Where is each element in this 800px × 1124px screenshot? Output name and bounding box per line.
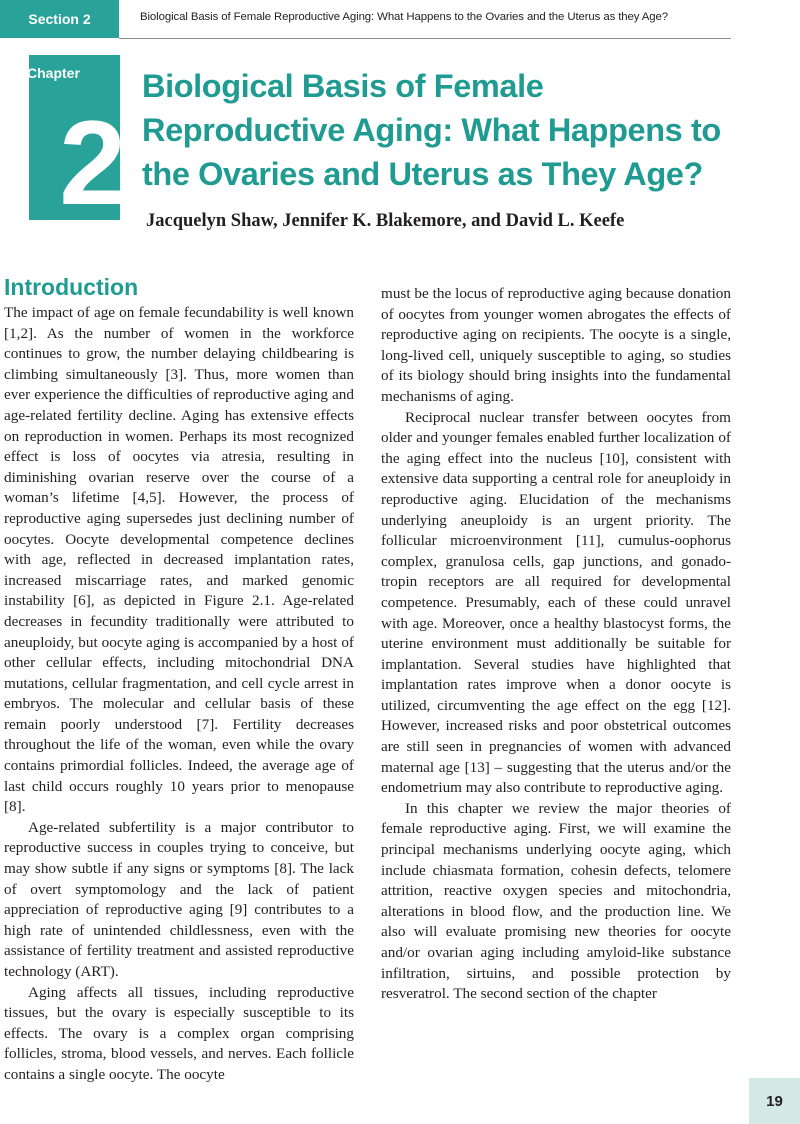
section-tab	[0, 0, 119, 38]
paragraph: In this chapter we review the major theories of female reproductive aging. First, we will examine the principal mechanisms underlying oocyte aging, which include chiasmata formation, cohesin defects, telomere attrition, reactive oxygen species and mitochondria, alterations in blood flow, and the production line. We also will evaluate promising new theories for oocyte and/or ovarian aging including amyloid-like substance infiltration, sirtuins, and possible protection by resveratrol. The second section of the chapter	[381, 799, 731, 1003]
paragraph: The impact of age on female fecundability is well known [1,2]. As the number of women in the workforce continues to grow, the number delaying childbearing is climbing simultaneously [3]. Thus, more women than ever experience the difficulties of reproductive aging and age-related fertility decline. Aging has extensive effects on reproduction in women. Perhaps its most recognized effect is loss of oocytes via atresia, resulting in diminishing ovarian reserve over the course of a woman’s lifetime [4,5]. However, the process of reproductive aging supersedes just declining number of oocytes. Oocyte developmental competence declines with age, reflected in decreased implantation rates, increased miscarriage rates, and marked genomic instability [6], as depicted in Figure 2.1. Age-related decreases in fecundity traditionally were attributed to aneuploidy, but oocyte aging is accompanied by a host of other cellular effects, including mitochondrial DNA mutations, cellular fragmentation, and cell cycle arrest in embryos. The molecular and cellular basis of these remain poorly understood [7]. Fertility decreases throughout the life of the woman, even while the ovary contains primordial follicles. Indeed, the average age of last child occurs roughly 10 years prior to menopause [8].	[4, 304, 354, 816]
paragraph: Reciprocal nuclear transfer between oocytes from older and younger females enabled further localization of the aging effect into the nucleus [10], consistent with extensive data supporting a central role for aneuploidy in reproductive aging. Elucidation of the mechanisms underlying aneuploidy is an urgent priority. The follicular microenvironment [11], cumulus-oophorus complex, granulosa cells, gap junctions, and gonadotropin receptors are all required for developmental competence. Presumably, each of these could unravel with age. Moreover, once a healthy blastocyst forms, the uterine environment must additionally be suitable for implantation. Several studies have highlighted that implantation rates improve when a donor oocyte is utilized, circumventing the age effect on the egg [12]. However, increased risks and poor obstetrical outcomes are still seen in pregnancies of women with advanced maternal age [13] – suggesting that the uterus and/or the endometrium may also contribute to reproductive aging.	[381, 408, 731, 797]
right-column	[381, 284, 731, 1005]
header-rule	[119, 38, 731, 39]
section-heading-introduction: Introduction	[4, 274, 139, 300]
paragraph: Aging affects all tissues, including reproductive tissues, but the ovary is especially susceptible to its effects. The ovary is a complex organ comprising follicles, stroma, blood vessels, and nerves. Each follicle contains a single oocyte. The oocyte	[4, 983, 354, 1083]
left-column	[4, 272, 354, 1086]
chapter-title: Biological Basis of Female Reproductive Aging: What Happens to the Ovaries and Uterus as They Age?	[142, 68, 721, 192]
chapter-authors: Jacquelyn Shaw, Jennifer K. Blakemore, and David L. Keefe	[146, 211, 625, 231]
page-number-tab	[749, 1078, 800, 1124]
chapter-box	[27, 55, 122, 230]
paragraph: Age-related subfertility is a major contributor to reproductive success in couples trying to conceive, but may show subtle if any signs or symptoms [8]. The lack of overt symptomology and the lack of patient appreciation of reproductive aging [9] contributes to a high rate of unintended childlessness, even with the assistance of fertility treatment and assisted reproductive technology (ART).	[4, 818, 354, 980]
paragraph: must be the locus of reproductive aging because donation of oocytes from younger women abrogates the effects of reproductive aging on recipients. The oocyte is a single, long-lived cell, uniquely susceptible to aging, so studies of its biology should bring insights into the fundamental mechanisms of aging.	[381, 285, 731, 405]
running-head: Biological Basis of Female Reproductive Aging: What Happens to the Ovaries and the Uterus as they Age?	[140, 11, 668, 23]
chapter-label: Chapter	[27, 65, 80, 81]
section-label: Section 2	[28, 11, 91, 27]
page-number: 19	[766, 1092, 783, 1110]
chapter-number: 2	[59, 96, 122, 230]
